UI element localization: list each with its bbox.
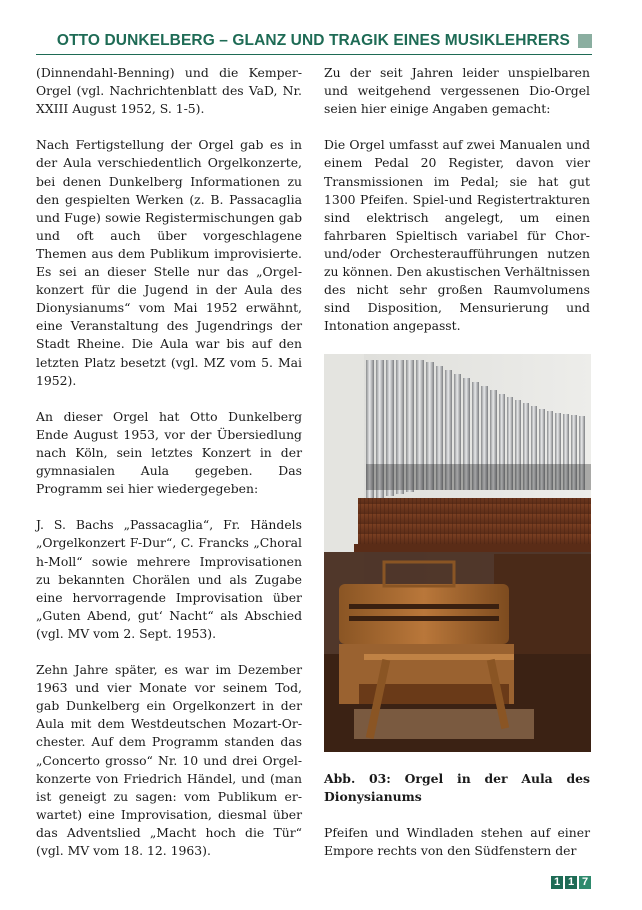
page-number-digit: 7 <box>579 876 591 889</box>
paragraph: Pfeifen und Windladen stehen auf einer Empore rechts von den Südfenstern der <box>324 824 590 858</box>
header-decorative-square <box>578 34 592 48</box>
page-number-digit: 1 <box>565 876 577 889</box>
paragraph: Zehn Jahre später, es war im Dezember 1963 und vier Monate vor seinem Tod, gab Dunkelberg ein Orgelkonzert in der Aula mit dem Westdeutschen Mozart-Orchester. Auf dem Programm standen das „Concerto grosso“ Nr. 10 und drei Orgelkonzerte von Friedrich Händel, und (man ist geneigt zu sagen: vom Publikum erwartet) eine Improvisation, diesmal über das Adventslied „Macht hoch die Tür“ (vgl. MV vom 18. 12. 1963). <box>36 662 302 859</box>
paragraph: An dieser Orgel hat Otto Dunkelberg Ende August 1953, vor der Übersiedlung nach Köln, sein letztes Konzert in der gymnasialen Aula gegeben. Das Programm sei hier wiedergegeben: <box>36 408 302 497</box>
page-number-digit: 1 <box>551 876 563 889</box>
paragraph: Zu der seit Jahren leider unspielbaren und weitgehend vergessenen Dio-Orgel seien hier einige Angaben gemacht: <box>324 65 590 117</box>
paragraph: (Dinnendahl-Benning) und die Kemper-Orgel (vgl. Nachrichtenblatt des VaD, Nr. XXIII August 1952, S. 1-5). <box>36 65 302 117</box>
page-number <box>551 876 591 889</box>
right-column <box>324 64 590 878</box>
figure-caption: Abb. 03: Orgel in der Aula des Dionysianums <box>324 770 590 804</box>
left-column <box>36 64 302 878</box>
paragraph: J. S. Bachs „Passacaglia“, Fr. Händels „Orgelkonzert F-Dur“, C. Francks „Choral h-Moll“ sowie mehrere Improvisationen zu bekannten Chorälen und als Zugabe eine hervorragende Improvisation über „Guten Abend, gut‘ Nacht“ als Abschied (vgl. MV vom 2. Sept. 1953). <box>36 517 302 641</box>
running-header <box>36 30 592 55</box>
paragraph: Nach Fertigstellung der Orgel gab es in der Aula verschiedentlich Orgelkonzerte, bei denen Dunkelberg Informationen zu den gespielten Werken (z. B. Passacaglia und Fuge) sowie Registermischungen gab und oft auch über vorgeschlagene Themen aus dem Publikum improvisierte. Es sei an dieser Stelle nur das „Orgelkonzert für die Jugend in der Aula des Dionysianums“ vom Mai 1952 erwähnt, eine Veranstaltung des Jugendrings der Stadt Rheine. Die Aula war bis auf den letzten Platz besetzt (vgl. MZ vom 5. Mai 1952). <box>36 137 302 388</box>
organ-photo <box>324 354 591 752</box>
running-header-title: OTTO DUNKELBERG – GLANZ UND TRAGIK EINES MUSIKLEHRERS <box>56 32 570 49</box>
paragraph: Die Orgel umfasst auf zwei Manualen und einem Pedal 20 Register, davon vier Transmissionen im Pedal; sie hat gut 1300 Pfeifen. Spiel-und Registertrakturen sind elektrisch angelegt, um einen fahrbaren Spieltisch variabel für Chor- und/oder Orchesteraufführungen nutzen zu können. Den akustischen Verhältnissen des nicht sehr großen Raumvolumens sind Disposition, Mensurierung und Intonation angepasst. <box>324 137 590 334</box>
